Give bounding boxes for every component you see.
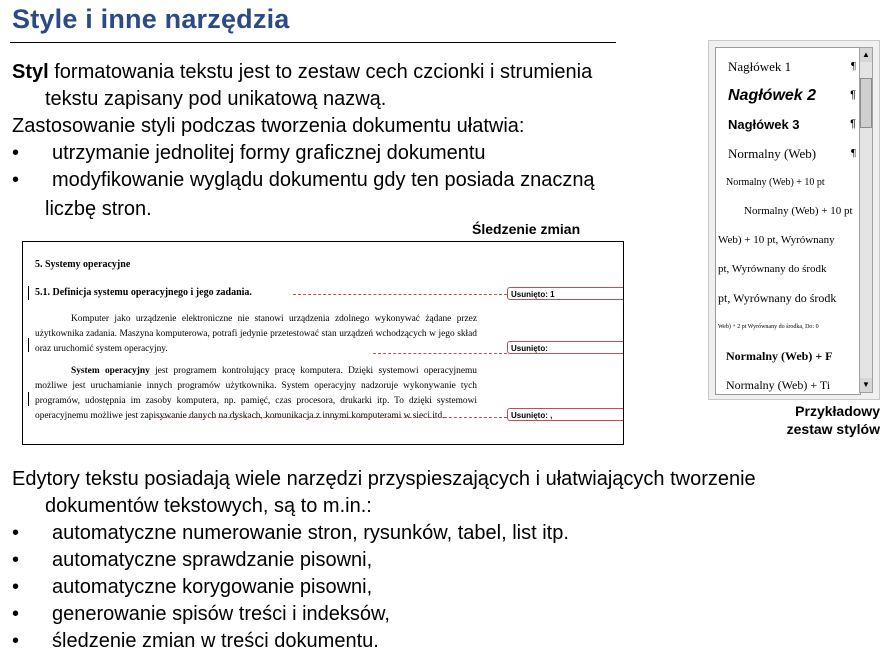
style-item-label: Nagłówek 2 xyxy=(728,87,817,104)
scroll-thumb[interactable] xyxy=(860,78,872,128)
change-bar xyxy=(28,392,29,406)
bullet-dot: • xyxy=(12,549,20,571)
bullet-dot: • xyxy=(12,576,20,598)
styles-scrollbar[interactable] xyxy=(859,47,873,393)
intro-bullet-2-cont: liczbę stron. xyxy=(45,198,152,220)
style-item-label: Nagłówek 3 xyxy=(728,117,800,132)
intro-line3: Zastosowanie styli podczas tworzenia dokumentu ułatwia: xyxy=(12,115,525,137)
style-item-normal-tnr[interactable]: Normalny (Web) + Ti xyxy=(726,378,831,392)
style-item-centered-2[interactable]: pt, Wyrównany do środk xyxy=(718,291,837,305)
track-changes-caption: Śledzenie zmian xyxy=(472,221,581,237)
tools-bullet-3 xyxy=(12,574,372,601)
intro-line1: formatowania tekstu jest to zestaw cech czcionki i strumienia xyxy=(48,61,593,83)
doc-paragraph-2 xyxy=(35,364,477,424)
style-item-small[interactable]: Web) + 2 pt Wyrównany do środka, Do: 0 xyxy=(718,324,819,330)
intro-bullet-1-text: utrzymanie jednolitej formy graficznej dokumentu xyxy=(52,142,486,164)
tools-paragraph xyxy=(12,466,882,520)
style-item-centered-1[interactable]: pt, Wyrównany do środk xyxy=(718,263,827,275)
style-item-heading-2[interactable] xyxy=(716,81,860,110)
tools-bullet-5-text: śledzenie zmian w treści dokumentu. xyxy=(52,630,379,652)
tools-bullet-5 xyxy=(12,628,379,655)
track-changes-preview xyxy=(22,241,624,445)
style-item-normal-web-10pt-indent[interactable]: Normalny (Web) + 10 pt xyxy=(744,205,853,217)
paragraph-mark-icon: ¶ xyxy=(851,60,856,72)
title-underline xyxy=(10,42,616,43)
style-item-normal-web-10pt[interactable]: Normalny (Web) + 10 pt xyxy=(726,177,825,188)
tools-bullet-4-text: generowanie spisów treści i indeksów, xyxy=(52,603,390,625)
tools-bullet-3-text: automatyczne korygowanie pisowni, xyxy=(52,576,373,598)
comment-leader xyxy=(158,417,507,418)
comment-leader xyxy=(293,294,507,295)
bullet-dot: • xyxy=(12,169,20,191)
deletion-balloon-2[interactable]: Usunięto: xyxy=(507,341,624,354)
tools-line1: Edytory tekstu posiadają wiele narzędzi przyspieszających i ułatwiających tworzenie xyxy=(12,468,756,490)
styles-caption xyxy=(740,402,880,438)
doc-heading: 5. Systemy operacyjne xyxy=(35,259,131,270)
bullet-dot: • xyxy=(12,603,20,625)
intro-bullet-2 xyxy=(12,167,595,194)
paragraph-mark-icon: ¶ xyxy=(850,118,856,130)
style-item-heading-1[interactable] xyxy=(716,52,860,81)
bullet-dot: • xyxy=(12,522,20,544)
doc-bold-term: System operacyjny xyxy=(71,366,150,376)
style-item-label: Normalny (Web) xyxy=(728,146,817,161)
style-item-label: Nagłówek 1 xyxy=(728,59,792,74)
intro-line2: tekstu zapisany pod unikatową nazwą. xyxy=(45,88,387,110)
scroll-up-icon[interactable]: ▲ xyxy=(860,48,872,62)
paragraph-mark-icon: ¶ xyxy=(850,89,856,101)
change-bar xyxy=(28,286,29,300)
bullet-dot: • xyxy=(12,142,20,164)
style-item-heading-3[interactable] xyxy=(716,110,860,139)
paragraph-mark-icon: ¶ xyxy=(851,147,856,159)
tools-bullet-2 xyxy=(12,547,372,574)
tools-bullet-1-text: automatyczne numerowanie stron, rysunków, tabel, list itp. xyxy=(52,522,569,544)
styles-list xyxy=(715,47,861,395)
doc-subheading: 5.1. Definicja systemu operacyjnego i jego zadania. xyxy=(35,287,252,298)
styles-caption-line1: Przykładowy xyxy=(795,403,880,419)
deletion-balloon-3[interactable]: Usunięto: , xyxy=(507,408,624,421)
scroll-down-icon[interactable]: ▼ xyxy=(860,378,872,392)
tools-bullet-1 xyxy=(12,520,569,547)
doc-paragraph-2-rest: jest programem kontrolujący pracę komputera. Dzięki systemowi operacyjnemu możliwe jest uruchamianie innych programów użytkownika. System operacyjny nadzoruje wykonywanie tych programów, udostępnia im zasoby komputera, np. pamięć, czas procesora, drukarki itp. To dzięki systemowi operacyjnemu możliwe jest zapisywanie danych na dyskach, komunikacja z innymi komputerami w sieci itd. xyxy=(35,366,477,421)
bullet-dot: • xyxy=(12,630,20,652)
tools-bullet-2-text: automatyczne sprawdzanie pisowni, xyxy=(52,549,373,571)
tools-line2: dokumentów tekstowych, są to m.in.: xyxy=(45,495,372,517)
style-item-normal-web[interactable] xyxy=(716,139,860,168)
change-bar xyxy=(28,338,29,352)
intro-bold-term: Styl xyxy=(12,61,49,83)
doc-paragraph-1: Komputer jako urządzenie elektroniczne nie stanowi urządzenia zdolnego wykonywać żądane przez użytkownika zadania. Maszyna komputerowa, potrafi jedynie przetestować stan urządzeń wchodzących w jego skład oraz uruchomić system operacyjny. xyxy=(35,314,477,354)
styles-gallery xyxy=(708,40,880,400)
intro-bullet-1 xyxy=(12,140,486,167)
styles-caption-line2: zestaw stylów xyxy=(786,421,880,437)
deletion-balloon-1[interactable]: Usunięto: 1 xyxy=(507,287,624,300)
style-item-aligned[interactable]: Web) + 10 pt, Wyrównany xyxy=(718,234,835,246)
intro-bullet-2-text: modyfikowanie wyglądu dokumentu gdy ten posiada znaczną xyxy=(52,169,595,191)
tools-bullet-4 xyxy=(12,601,390,628)
comment-leader xyxy=(373,353,507,354)
intro-paragraph xyxy=(12,59,692,140)
style-item-normal-bold[interactable]: Normalny (Web) + F xyxy=(726,349,833,363)
slide-title: Style i inne narzędzia xyxy=(12,4,290,34)
